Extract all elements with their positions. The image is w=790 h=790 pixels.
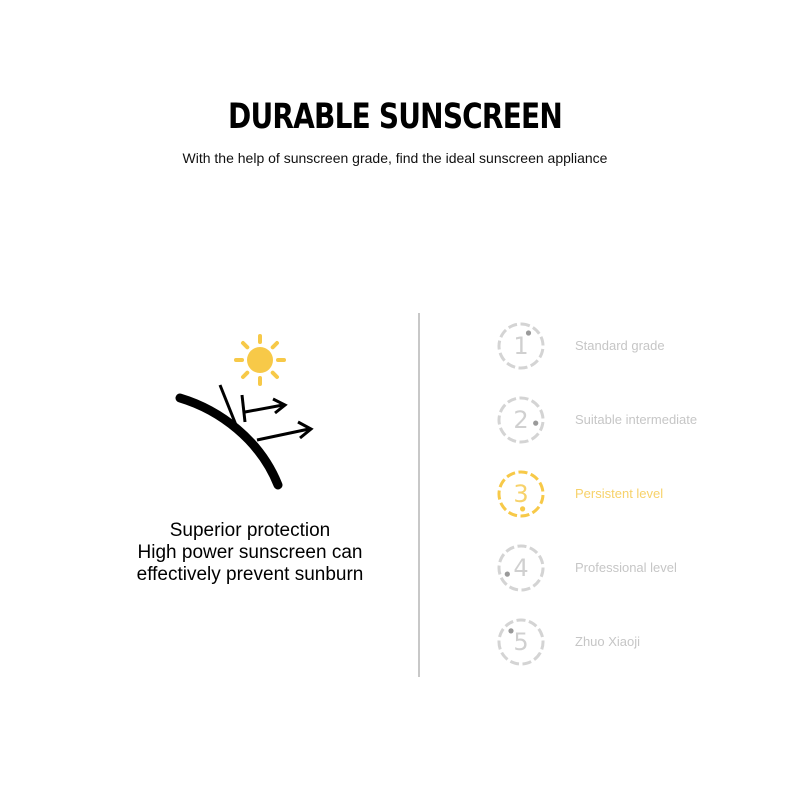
feature-description — [110, 520, 390, 586]
feature-line-2: High power sunscreen can — [137, 542, 363, 563]
skin-deflect-icon — [180, 385, 311, 485]
sun-icon — [236, 336, 284, 384]
grade-number: 3 — [513, 480, 529, 508]
grade-label: Zhuo Xiaoji — [575, 634, 641, 649]
grade-label: Suitable intermediate — [575, 412, 698, 427]
grade-item-2 — [495, 394, 735, 446]
grade-number: 4 — [513, 554, 529, 582]
protection-illustration — [165, 330, 325, 500]
grade-number: 1 — [513, 332, 529, 360]
grade-item-4 — [495, 542, 735, 594]
page-subtitle: With the help of sunscreen grade, find the ideal sunscreen appliance — [182, 150, 608, 166]
grade-label: Standard grade — [575, 338, 665, 353]
grade-item-3 — [495, 468, 735, 520]
feature-line-3: effectively prevent sunburn — [136, 564, 364, 585]
grade-item-5 — [495, 616, 735, 668]
grade-number: 2 — [513, 406, 529, 434]
grade-label: Professional level — [575, 560, 677, 575]
grade-item-1 — [495, 320, 735, 372]
feature-line-1: Superior protection — [169, 520, 331, 541]
page-title: DURABLE SUNSCREEN — [228, 97, 562, 137]
grade-label: Persistent level — [575, 486, 664, 501]
vertical-divider — [418, 313, 420, 677]
grade-number: 5 — [513, 628, 529, 656]
